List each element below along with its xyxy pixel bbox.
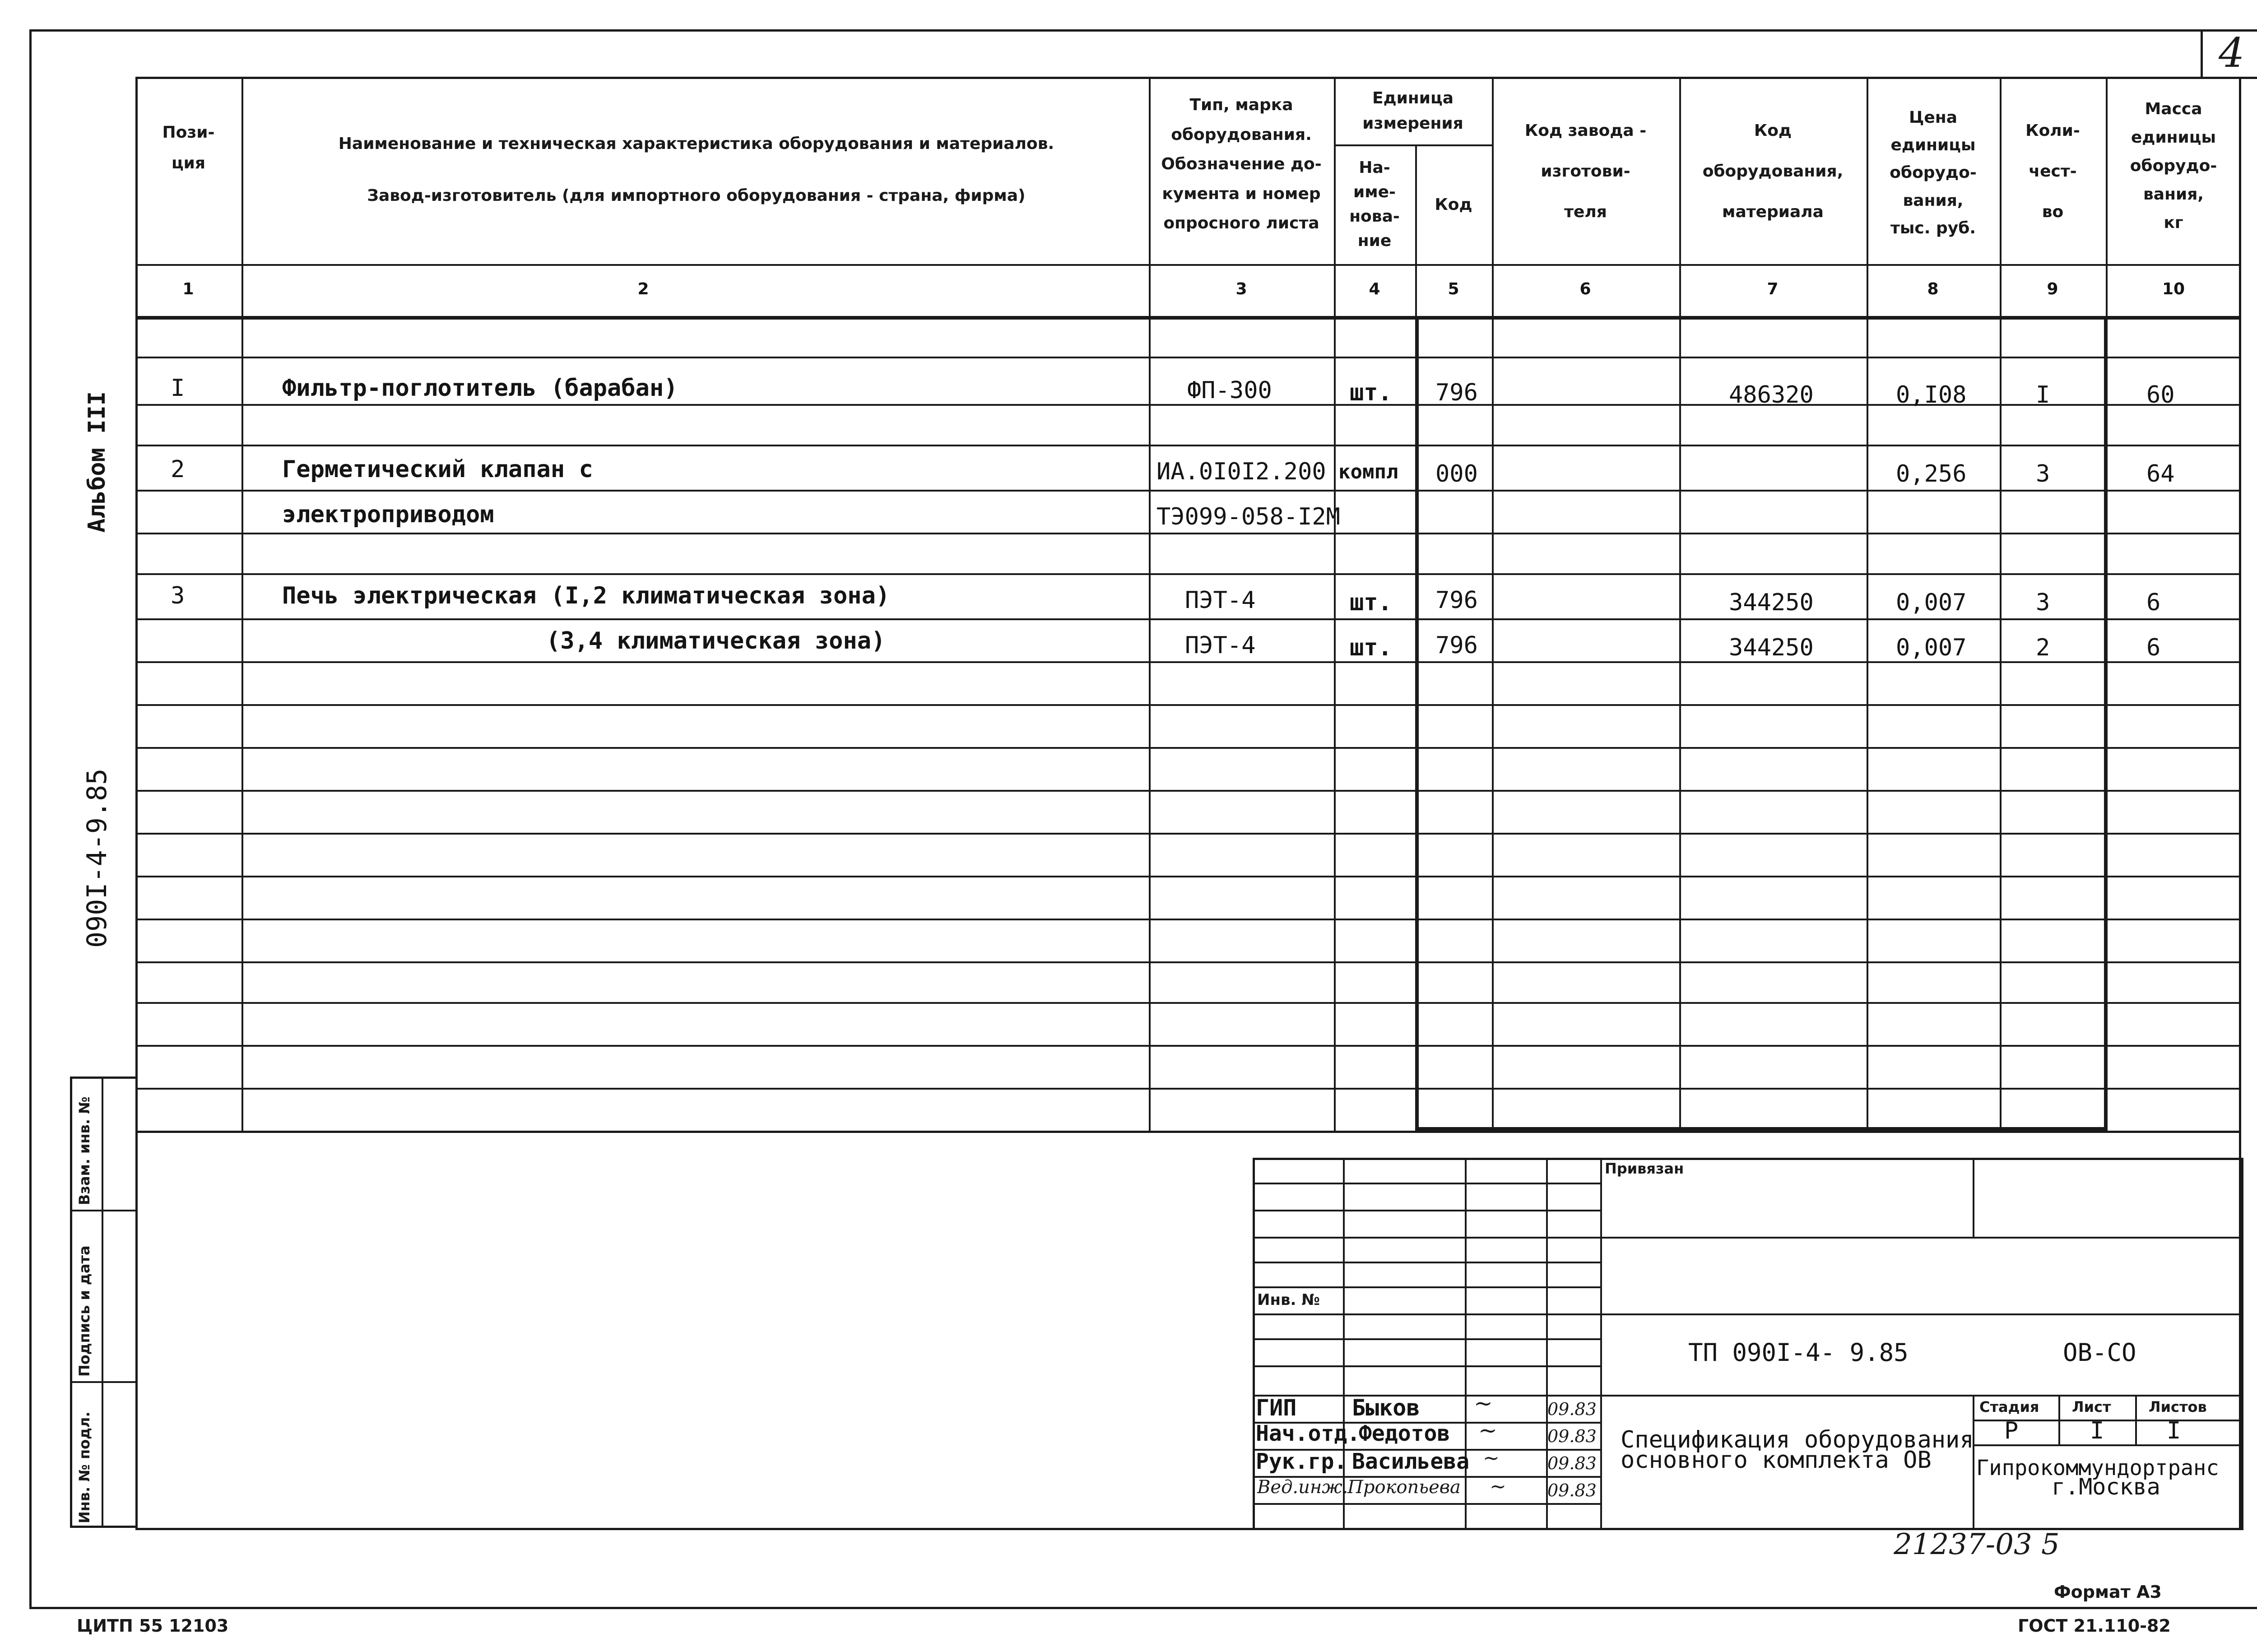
row-line: [135, 747, 2241, 749]
header-unit-group: Единица измерения: [1362, 89, 1463, 133]
staff-role-4: Вед.инж.: [1257, 1477, 1348, 1498]
page-number: 4: [2219, 29, 2245, 77]
tb-line: [1973, 1444, 2243, 1446]
tb-sheet-label: Лист: [2072, 1398, 2111, 1415]
header-position: Пози- ция: [162, 123, 215, 173]
staff-date-2: 09.83: [1547, 1426, 1597, 1446]
tb-privyazan: Привязан: [1605, 1160, 1684, 1177]
row4-unit: шт.: [1350, 589, 1392, 616]
row1-code: 796: [1435, 379, 1478, 406]
header-type: Тип, марка оборудования. Обозначение до- кумента и номер опросного листа: [1161, 96, 1322, 233]
staff-role-2: Нач.отд.: [1256, 1421, 1361, 1446]
row4-type: ПЭТ-4: [1185, 587, 1256, 614]
row5-mass: 6: [2146, 634, 2161, 661]
unit-group-line: [1334, 144, 1492, 146]
row4-mass: 6: [2146, 589, 2161, 616]
row4-code: 796: [1435, 587, 1478, 614]
col-num-7: 7: [1767, 280, 1779, 298]
staff-role-1: ГИП: [1256, 1395, 1297, 1421]
album-label: Альбом III: [84, 391, 111, 533]
header-mass: Масса единицы оборудо- вания, кг: [2130, 100, 2217, 232]
tb-title-line2: основного комплекта ОВ: [1621, 1447, 1932, 1474]
row5-equip-code: 344250: [1729, 634, 1814, 661]
side-stamp-line: [70, 1210, 138, 1211]
row-line: [135, 490, 2241, 492]
tb-inv-no: Инв. №: [1257, 1291, 1320, 1309]
col-line: [241, 77, 243, 1133]
tb-line: [1973, 1395, 1974, 1530]
tb-line: [1253, 1237, 1600, 1239]
staff-name-1: Быков: [1352, 1395, 1420, 1421]
tb-stage-label: Стадия: [1979, 1398, 2039, 1415]
row1-price: 0,I08: [1896, 381, 1967, 408]
tb-sheets-label: Листов: [2149, 1398, 2207, 1415]
row5-type: ПЭТ-4: [1185, 632, 1256, 659]
row5-price: 0,007: [1896, 634, 1967, 661]
col-num-5: 5: [1448, 280, 1459, 298]
row-line: [135, 919, 2241, 920]
tb-line: [1973, 1158, 1974, 1237]
side-stamp-inv-podl: Инв. № подл.: [76, 1411, 93, 1523]
row-line: [135, 1045, 2241, 1047]
row1-qty: I: [2036, 381, 2050, 408]
row5-name: (3,4 климатическая зона): [546, 627, 886, 654]
tb-document-code: ТП 090I-4- 9.85: [1688, 1338, 1909, 1367]
tb-line: [1253, 1210, 1600, 1211]
staff-date-1: 09.83: [1547, 1399, 1597, 1419]
row1-name: Фильтр-поглотитель (барабан): [282, 375, 678, 402]
tb-title-line1: Спецификация оборудования: [1621, 1426, 1974, 1453]
staff-name-3: Васильева: [1352, 1449, 1470, 1474]
row5-unit: шт.: [1350, 634, 1392, 661]
staff-signature-1: ~: [1474, 1390, 1493, 1416]
tb-line: [1253, 1338, 1600, 1340]
row4-equip-code: 344250: [1729, 589, 1814, 616]
tb-organization-line1: Гипрокоммундортранс: [1976, 1456, 2219, 1480]
row3-name: электроприводом: [282, 501, 494, 528]
row-line: [135, 533, 2241, 534]
row-line: [135, 573, 2241, 575]
row2-mass: 64: [2146, 460, 2175, 487]
row1-mass: 60: [2146, 381, 2175, 408]
row4-price: 0,007: [1896, 589, 1967, 616]
tb-stage-value: Р: [2004, 1417, 2019, 1444]
side-stamp-podpis: Подпись и дата: [76, 1245, 93, 1377]
row1-type: ФП-300: [1187, 377, 1272, 404]
thick-data-box: [1415, 316, 2108, 1131]
row2-price: 0,256: [1896, 460, 1967, 487]
row-line: [135, 1002, 2241, 1004]
header-factory-code: Код завода - изготови- теля: [1524, 121, 1647, 221]
tb-line: [1253, 1503, 1600, 1505]
footer-stamp-left: ЦИТП 55 12103: [77, 1616, 229, 1636]
header-price: Цена единицы оборудо- вания, тыс. руб.: [1890, 108, 1977, 237]
header-name-line2: Завод-изготовитель (для импортного оборудования - страна, фирма): [367, 186, 1026, 205]
row-line: [135, 704, 2241, 706]
row2-qty: 3: [2036, 460, 2050, 487]
row2-name: Герметический клапан с: [282, 456, 593, 483]
tb-document-mark: ОВ-СО: [2063, 1338, 2136, 1367]
row2-position: 2: [171, 456, 185, 483]
row1-equip-code: 486320: [1729, 381, 1814, 408]
row-line: [135, 961, 2241, 963]
row4-name: Печь электрическая (I,2 климатическая зона): [282, 582, 890, 609]
header-name-line1: Наименование и техническая характеристика оборудования и материалов.: [338, 135, 1054, 153]
row-line: [135, 661, 2241, 663]
col-num-1: 1: [182, 280, 194, 298]
tb-sheets-value: I: [2167, 1417, 2181, 1444]
tb-line: [1465, 1158, 1467, 1530]
row-line: [135, 790, 2241, 792]
tb-line: [1600, 1158, 1602, 1530]
side-stamp-vzam: Взам. инв. №: [76, 1096, 93, 1205]
staff-name-2: Федотов: [1359, 1421, 1450, 1446]
header-quantity: Коли- чест- во: [2025, 121, 2080, 221]
row5-code: 796: [1435, 632, 1478, 659]
header-bottom-line: [135, 264, 2241, 266]
tb-line: [1253, 1183, 1600, 1184]
tb-line: [1253, 1262, 1600, 1263]
staff-signature-3: ~: [1483, 1447, 1500, 1470]
col-num-6: 6: [1579, 280, 1591, 298]
staff-signature-2: ~: [1478, 1417, 1497, 1443]
row1-position: I: [171, 375, 185, 402]
side-stamp-line: [70, 1381, 138, 1383]
row-line: [135, 445, 2241, 446]
col-num-2: 2: [637, 280, 649, 298]
staff-date-4: 09.83: [1547, 1480, 1597, 1500]
col-num-9: 9: [2047, 280, 2058, 298]
row1-unit: шт.: [1350, 379, 1392, 406]
col-num-4: 4: [1369, 280, 1380, 298]
format-label: Формат А3: [2054, 1582, 2162, 1602]
staff-date-3: 09.83: [1547, 1453, 1597, 1473]
row-line: [135, 833, 2241, 835]
col-num-10: 10: [2162, 280, 2185, 298]
row-line: [135, 357, 2241, 358]
tb-line: [1600, 1237, 2243, 1239]
col-num-3: 3: [1235, 280, 1247, 298]
tb-organization-line2: г.Москва: [2052, 1474, 2160, 1500]
tb-line: [1343, 1158, 1345, 1530]
tb-line: [1253, 1313, 2243, 1315]
row3-type: ТЭ099-058-I2М: [1156, 503, 1340, 530]
col-num-8: 8: [1927, 280, 1939, 298]
header-unit-name: На- име- нова- ние: [1349, 158, 1400, 250]
row2-unit: компл: [1338, 460, 1398, 483]
staff-role-3: Рук.гр.: [1256, 1449, 1347, 1474]
staff-signature-4: ~: [1490, 1475, 1506, 1498]
project-code-side: 090I-4-9.85: [81, 768, 113, 948]
side-stamp-line: [102, 1077, 103, 1528]
tb-line: [1253, 1365, 1600, 1367]
tb-line: [1546, 1158, 1548, 1530]
row2-code: 000: [1435, 460, 1478, 487]
header-equipment-code: Код оборудования, материала: [1702, 121, 1844, 221]
archive-number: 21237-03 5: [1894, 1528, 2060, 1561]
row-line: [135, 618, 2241, 620]
row5-qty: 2: [2036, 634, 2050, 661]
row-line: [135, 1088, 2241, 1090]
row4-qty: 3: [2036, 589, 2050, 616]
footer-standard: ГОСТ 21.110-82: [2018, 1616, 2171, 1636]
row2-type: ИА.0I0I2.200: [1156, 458, 1326, 485]
tb-sheet-value: I: [2090, 1417, 2104, 1444]
row-line: [135, 876, 2241, 877]
tb-line: [1253, 1286, 1600, 1288]
row4-position: 3: [171, 582, 185, 609]
header-unit-code: Код: [1435, 195, 1472, 214]
staff-name-4: Прокопьева: [1347, 1477, 1461, 1498]
